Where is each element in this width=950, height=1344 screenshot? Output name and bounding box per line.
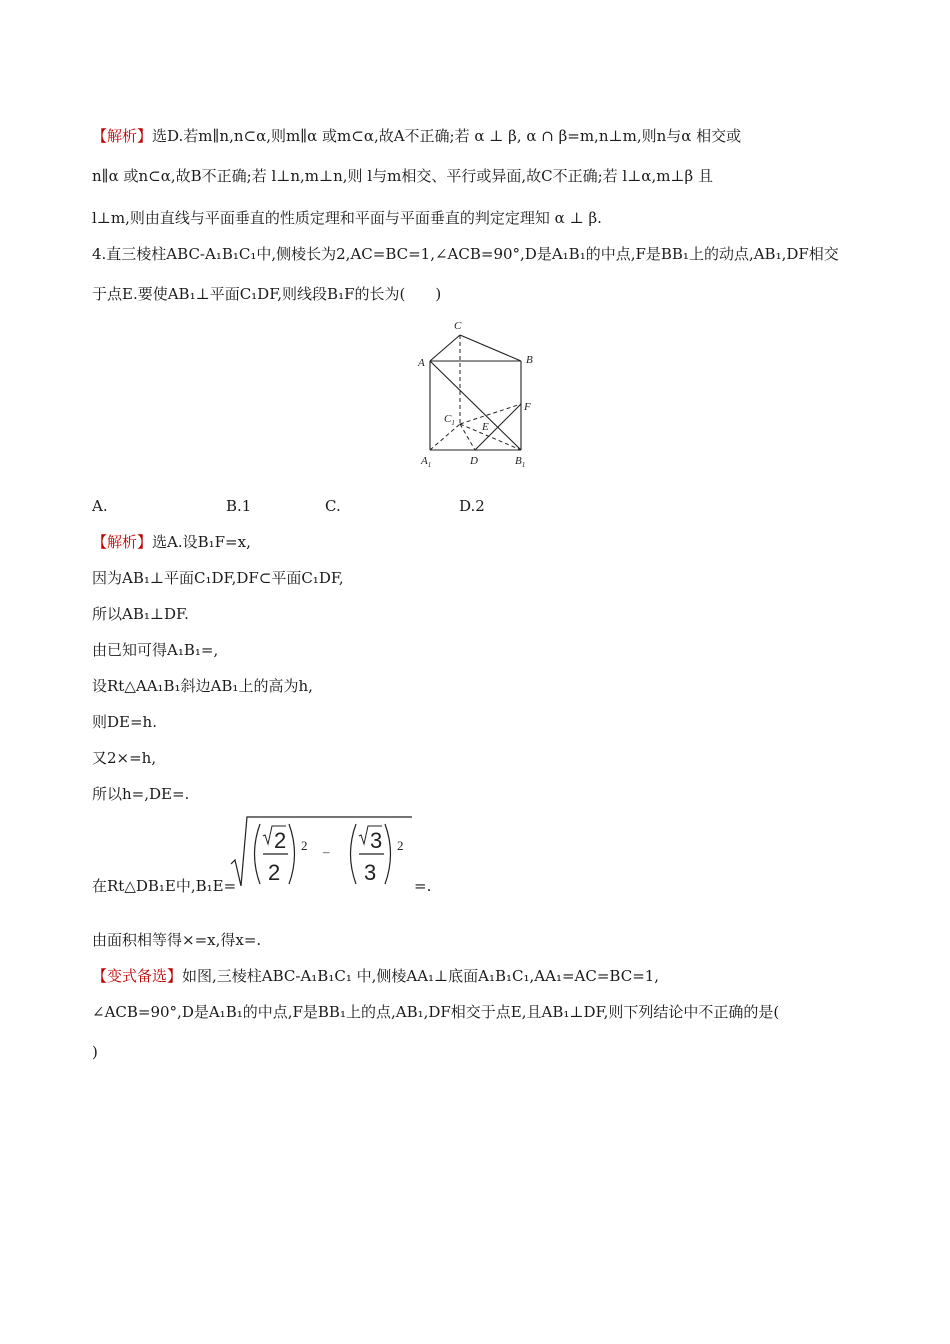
solution-line-3: 所以AB₁⊥DF. bbox=[92, 605, 189, 623]
question-4-line-2: 于点E.要使AB₁⊥平面C₁DF,则线段B₁F的长为( ) bbox=[92, 285, 442, 303]
label-B: B bbox=[526, 354, 533, 366]
solution-line-10: 由面积相等得×=x,得x=. bbox=[92, 931, 262, 949]
option-d: D.2 bbox=[459, 497, 485, 515]
solution-line-7: 又2×=h, bbox=[92, 749, 157, 767]
text: 如图,三棱柱ABC-A₁B₁C₁ 中,侧棱AA₁⊥底面A₁B₁C₁,AA₁=AC=BC=1, bbox=[182, 967, 660, 985]
prev-solution-line-1 bbox=[92, 126, 741, 146]
solution-line-5: 设Rt△AA₁B₁斜边AB₁上的高为h, bbox=[92, 677, 313, 695]
sqrt-expression bbox=[230, 814, 430, 890]
option-a: A. bbox=[92, 497, 108, 515]
variant-line-3: ) bbox=[92, 1043, 98, 1061]
edge-CB bbox=[460, 335, 521, 361]
label-B1: $B_1$ bbox=[515, 455, 526, 468]
exponent-1: 2 bbox=[301, 838, 308, 853]
numerator-2: 3 bbox=[370, 828, 383, 853]
label-D: D bbox=[470, 455, 478, 467]
solution-line-9-suffix: =. bbox=[414, 877, 432, 895]
prev-solution-line-3: l⊥m,则由直线与平面垂直的性质定理和平面与平面垂直的判定定理知 α ⊥ β. bbox=[92, 209, 602, 227]
numerator-1: 2 bbox=[274, 828, 287, 853]
denominator-1: 2 bbox=[268, 860, 281, 885]
label-E: E bbox=[482, 421, 489, 433]
solution-tag: 【解析】 bbox=[92, 533, 153, 551]
question-4-line-1: 4.直三棱柱ABC-A₁B₁C₁中,侧棱长为2,AC=BC=1,∠ACB=90°,D是A₁B₁的中点,F是BB₁上的动点,AB₁,DF相交 bbox=[92, 245, 839, 263]
variant-tag: 【变式备选】 bbox=[92, 967, 183, 985]
paren-right-1 bbox=[289, 824, 295, 884]
exponent-2: 2 bbox=[397, 838, 404, 853]
paren-right-2 bbox=[385, 824, 391, 884]
hidden-segment-C1F bbox=[460, 404, 521, 424]
text: 选D.若m∥n,n⊂α,则m∥α 或m⊂α,故A不正确;若 α ⊥ β, α ∩ β=m,n⊥m,则n与α 相交或 bbox=[152, 127, 742, 145]
radical-sign bbox=[231, 817, 412, 886]
edge-AC bbox=[430, 335, 460, 361]
option-c: C. bbox=[325, 497, 341, 515]
diagonal-AB1 bbox=[430, 361, 521, 450]
solution-line-1 bbox=[92, 532, 251, 552]
text: 选A.设B₁F=x, bbox=[152, 533, 251, 551]
paren-left-2 bbox=[351, 824, 357, 884]
option-b: B.1 bbox=[226, 497, 252, 515]
solution-line-4: 由已知可得A₁B₁=, bbox=[92, 641, 219, 659]
label-F: F bbox=[524, 401, 531, 413]
label-A1: $A_1$ bbox=[421, 455, 432, 468]
solution-line-9-prefix: 在Rt△DB₁E中,B₁E= bbox=[92, 877, 237, 895]
denominator-2: 3 bbox=[364, 860, 377, 885]
solution-tag: 【解析】 bbox=[92, 127, 153, 145]
paren-left-1 bbox=[255, 824, 261, 884]
prev-solution-line-2: n∥α 或n⊂α,故B不正确;若 l⊥n,m⊥n,则 l与m相交、平行或异面,故C不正确;若 l⊥α,m⊥β 且 bbox=[92, 167, 713, 185]
hidden-segment-C1D bbox=[460, 424, 475, 450]
hidden-edge-A1C1 bbox=[430, 424, 460, 450]
solution-line-2: 因为AB₁⊥平面C₁DF,DF⊂平面C₁DF, bbox=[92, 569, 344, 587]
prism-figure bbox=[412, 316, 542, 468]
label-C1: $C_1$ bbox=[444, 413, 455, 427]
label-A: A bbox=[418, 357, 425, 369]
variant-line-1 bbox=[92, 966, 659, 986]
variant-line-2: ∠ACB=90°,D是A₁B₁的中点,F是BB₁上的点,AB₁,DF相交于点E,且AB₁⊥DF,则下列结论中不正确的是( bbox=[92, 1003, 780, 1021]
hidden-edge-C1B1 bbox=[460, 424, 521, 450]
label-C: C bbox=[454, 320, 462, 332]
solution-line-6: 则DE=h. bbox=[92, 713, 157, 731]
minus-sign: – bbox=[323, 844, 330, 859]
solution-line-8: 所以h=,DE=. bbox=[92, 785, 190, 803]
